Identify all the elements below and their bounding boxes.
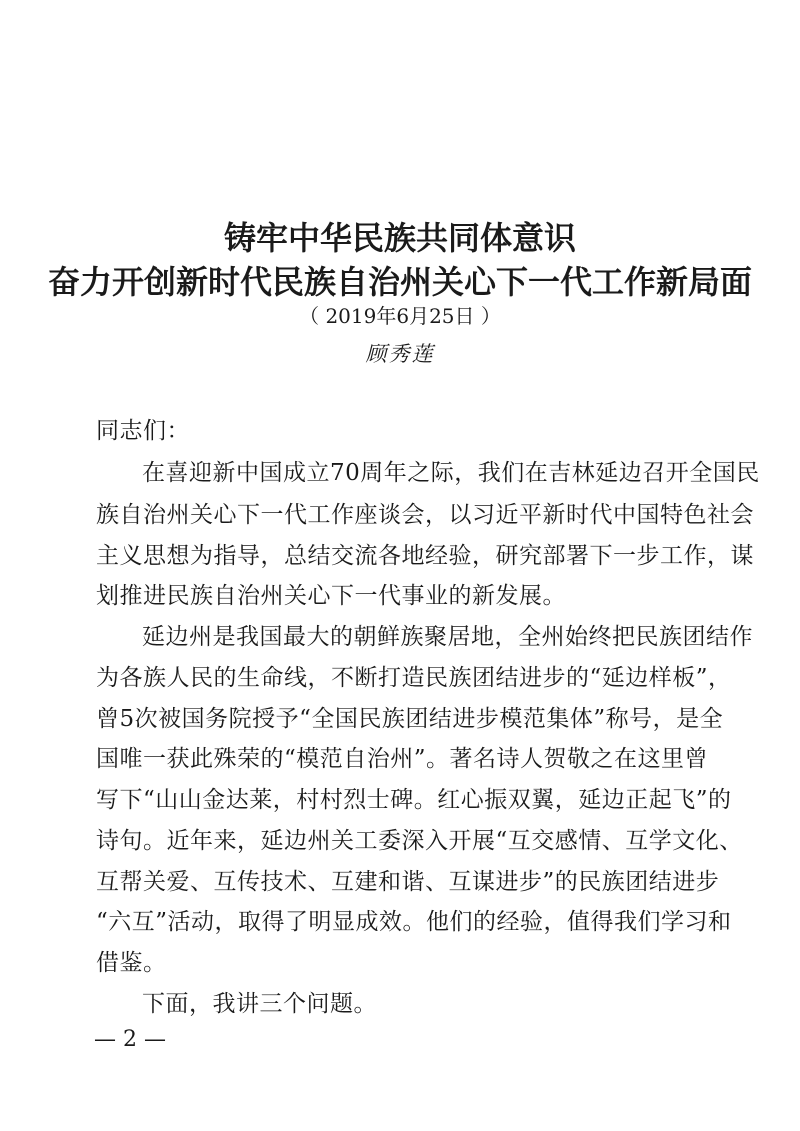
paragraph-line: 划推进民族自治州关心下一代事业的新发展。 xyxy=(96,583,566,609)
document-title-line1: 铸牢中华民族共同体意识 xyxy=(223,219,576,257)
document-title-line2: 奋力开创新时代民族自治州关心下一代工作新局面 xyxy=(47,263,752,301)
document-date: （ 2019年6月25日 ） xyxy=(299,304,501,328)
page-number: — 2 — xyxy=(94,1027,166,1052)
paragraph-line: 延边州是我国最大的朝鲜族聚居地，全州始终把民族团结作 xyxy=(142,624,753,650)
paragraph-line: 下面，我讲三个问题。 xyxy=(142,991,377,1017)
paragraph-line: 借鉴。 xyxy=(96,950,167,976)
paragraph-line: 写下“山山金达莱，村村烈士碑。红心振双翼，延边正起飞”的 xyxy=(96,787,732,813)
document-author: 顾秀莲 xyxy=(365,342,435,366)
paragraph-line: “六互”活动，取得了明显成效。他们的经验，值得我们学习和 xyxy=(96,909,732,935)
paragraph-line: 在喜迎新中国成立70周年之际，我们在吉林延边召开全国民 xyxy=(142,460,760,486)
paragraph-line: 为各族人民的生命线，不断打造民族团结进步的“延边样板”， xyxy=(96,665,732,691)
salutation: 同志们： xyxy=(96,418,190,444)
paragraph-line: 国唯一获此殊荣的“模范自治州”。著名诗人贺敬之在这里曾 xyxy=(96,746,709,772)
paragraph-line: 互帮关爱、互传技术、互建和谐、互谋进步”的民族团结进步 xyxy=(96,869,720,895)
paragraph-line: 主义思想为指导，总结交流各地经验，研究部署下一步工作，谋 xyxy=(96,543,754,569)
paragraph-line: 诗句。近年来，延边州关工委深入开展“互交感情、互学文化、 xyxy=(96,828,743,854)
paragraph-line: 曾5次被国务院授予“全国民族团结进步模范集体”称号，是全 xyxy=(96,706,724,732)
paragraph-line: 族自治州关心下一代工作座谈会，以习近平新时代中国特色社会 xyxy=(96,502,754,528)
